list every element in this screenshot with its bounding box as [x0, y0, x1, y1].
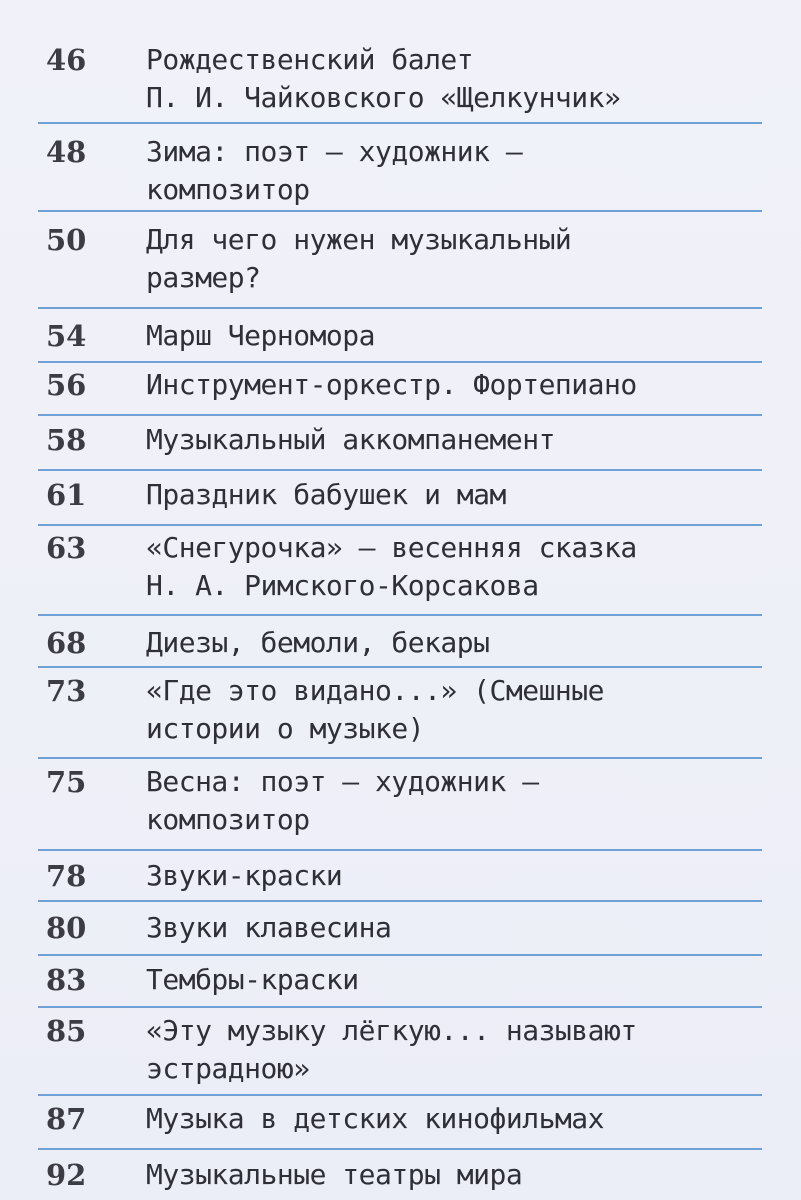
toc-divider	[38, 614, 762, 616]
toc-entry-title: Рождественский балет	[146, 43, 474, 76]
toc-entry-title: «Эту музыку лёгкую... называют	[146, 1014, 637, 1047]
toc-entry-title: композитор	[146, 803, 310, 836]
toc-page-number: 92	[46, 1158, 87, 1192]
toc-entry-title: П. И. Чайковского «Щелкунчик»	[146, 81, 621, 114]
toc-page-number: 48	[46, 135, 87, 169]
toc-page-number: 61	[46, 478, 87, 512]
toc-page-number: 85	[46, 1014, 87, 1048]
toc-entry-title: «Где это видано...» (Смешные	[146, 674, 605, 707]
toc-page-number: 56	[46, 368, 87, 402]
toc-entry-title: Музыка в детских кинофильмах	[146, 1102, 605, 1135]
toc-divider	[38, 666, 762, 668]
toc-page-number: 54	[46, 319, 87, 353]
toc-page-number: 80	[46, 911, 87, 945]
toc-divider	[38, 469, 762, 471]
toc-entry-title: Музыкальный аккомпанемент	[146, 423, 555, 456]
toc-entry-title: Марш Черномора	[146, 319, 376, 352]
toc-entry-title: Диезы, бемоли, бекары	[146, 626, 490, 659]
toc-divider	[38, 1148, 762, 1150]
toc-page-number: 83	[46, 963, 87, 997]
toc-page-number: 58	[46, 423, 87, 457]
toc-divider	[38, 414, 762, 416]
toc-divider	[38, 524, 762, 526]
toc-entry-title: истории о музыке)	[146, 712, 425, 745]
toc-entry-title: Тембры-краски	[146, 963, 359, 996]
toc-page-number: 63	[46, 531, 87, 565]
toc-divider	[38, 849, 762, 851]
toc-entry-title: Инструмент-оркестр. Фортепиано	[146, 368, 637, 401]
toc-entry-title: размер?	[146, 261, 261, 294]
toc-divider	[38, 122, 762, 124]
toc-page-number: 50	[46, 223, 87, 257]
toc-entry-title: Звуки-краски	[146, 859, 343, 892]
toc-divider	[38, 954, 762, 956]
toc-divider	[38, 361, 762, 363]
toc-divider	[38, 900, 762, 902]
toc-entry-title: композитор	[146, 173, 310, 206]
toc-page-number: 87	[46, 1102, 87, 1136]
toc-entry-title: эстрадною»	[146, 1052, 310, 1085]
toc-page-number: 73	[46, 674, 87, 708]
toc-entry-title: Для чего нужен музыкальный	[146, 223, 572, 256]
toc-entry-title: Зима: поэт — художник —	[146, 135, 523, 168]
toc-entry-title: Праздник бабушек и мам	[146, 478, 506, 511]
toc-divider	[38, 757, 762, 759]
toc-page-number: 78	[46, 859, 87, 893]
toc-entry-title: Весна: поэт — художник —	[146, 765, 539, 798]
toc-entry-title: Музыкальные театры мира	[146, 1158, 523, 1191]
toc-page-number: 46	[46, 43, 87, 77]
toc-divider	[38, 210, 762, 212]
toc-divider	[38, 1006, 762, 1008]
toc-entry-title: Звуки клавесина	[146, 911, 392, 944]
toc-entry-title: Н. А. Римского-Корсакова	[146, 569, 539, 602]
toc-page-number: 68	[46, 626, 87, 660]
toc-divider	[38, 307, 762, 309]
toc-page-number: 75	[46, 765, 87, 799]
toc-divider	[38, 1094, 762, 1096]
toc-entry-title: «Снегурочка» — весенняя сказка	[146, 531, 637, 564]
